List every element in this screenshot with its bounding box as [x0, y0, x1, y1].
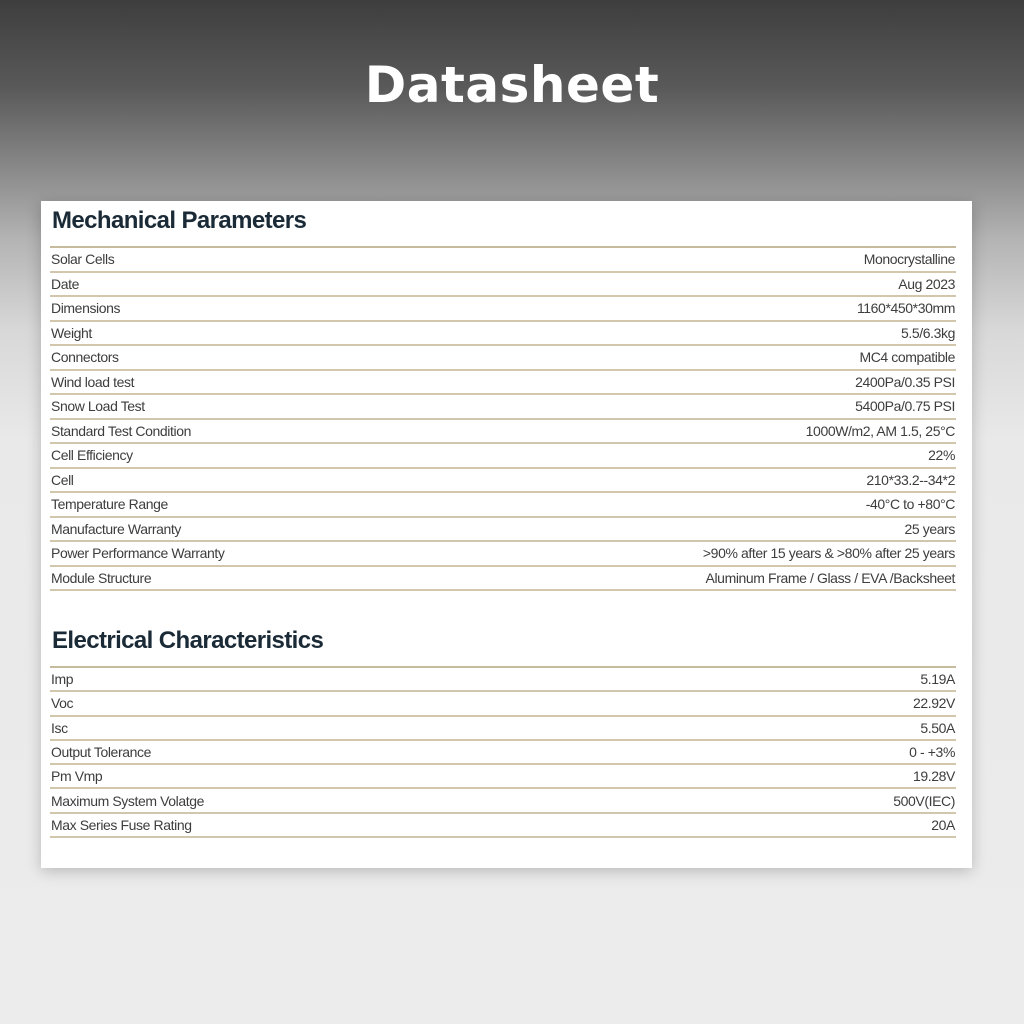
row-label: Weight — [51, 324, 92, 341]
row-value: Aluminum Frame / Glass / EVA /Backsheet — [705, 569, 955, 586]
table-row — [50, 518, 956, 543]
row-value: 22.92V — [913, 695, 955, 712]
table-row — [50, 668, 956, 692]
table-row — [50, 469, 956, 494]
mechanical-parameters-table — [50, 246, 956, 591]
row-value: Aug 2023 — [898, 275, 955, 292]
row-value: >90% after 15 years & >80% after 25 years — [702, 545, 955, 562]
row-value: 0 - +3% — [909, 744, 955, 761]
row-value: 5.5/6.3kg — [901, 324, 955, 341]
row-value: 22% — [928, 447, 955, 464]
table-row — [50, 493, 956, 518]
table-row — [50, 692, 956, 716]
row-label: Imp — [51, 671, 74, 688]
row-label: Voc — [51, 695, 74, 712]
row-label: Module Structure — [51, 569, 152, 586]
row-label: Solar Cells — [51, 251, 115, 268]
row-label: Cell — [51, 471, 74, 488]
row-label: Pm Vmp — [51, 768, 103, 785]
electrical-characteristics-table — [50, 666, 956, 838]
row-label: Max Series Fuse Rating — [51, 816, 192, 833]
row-label: Maximum System Volatge — [51, 792, 205, 809]
table-row — [50, 765, 956, 789]
page-title: Datasheet — [364, 56, 660, 114]
table-row — [50, 444, 956, 469]
table-row — [50, 273, 956, 298]
row-value: MC4 compatible — [859, 349, 955, 366]
table-row — [50, 346, 956, 371]
row-label: Manufacture Warranty — [51, 520, 181, 537]
row-label: Standard Test Condition — [51, 422, 191, 439]
table-row — [50, 542, 956, 567]
row-value: 210*33.2--34*2 — [866, 471, 955, 488]
table-row — [50, 814, 956, 838]
row-label: Connectors — [51, 349, 119, 366]
row-label: Snow Load Test — [51, 398, 145, 415]
row-value: 25 years — [904, 520, 955, 537]
table-row — [50, 567, 956, 592]
row-value: 2400Pa/0.35 PSI — [855, 373, 955, 390]
table-row — [50, 741, 956, 765]
datasheet-document — [41, 201, 972, 868]
row-value: -40°C to +80°C — [865, 496, 955, 513]
table-row — [50, 395, 956, 420]
row-value: 5.19A — [920, 671, 955, 688]
row-value: 5.50A — [920, 719, 955, 736]
table-row — [50, 789, 956, 813]
row-label: Temperature Range — [51, 496, 168, 513]
row-value: 19.28V — [913, 768, 955, 785]
row-value: 20A — [931, 816, 955, 833]
row-label: Output Tolerance — [51, 744, 151, 761]
row-value: Monocrystalline — [863, 251, 955, 268]
electrical-characteristics-heading: Electrical Characteristics — [52, 627, 324, 654]
row-label: Isc — [51, 719, 68, 736]
row-value: 1000W/m2, AM 1.5, 25°C — [805, 422, 955, 439]
row-value: 500V(IEC) — [893, 792, 955, 809]
table-row — [50, 420, 956, 445]
table-row — [50, 297, 956, 322]
row-value: 5400Pa/0.75 PSI — [855, 398, 955, 415]
row-label: Wind load test — [51, 373, 135, 390]
table-row — [50, 717, 956, 741]
table-row — [50, 322, 956, 347]
row-label: Power Performance Warranty — [51, 545, 225, 562]
table-row — [50, 371, 956, 396]
row-label: Date — [51, 275, 79, 292]
row-label: Cell Efficiency — [51, 447, 133, 464]
table-row — [50, 248, 956, 273]
row-label: Dimensions — [51, 300, 121, 317]
mechanical-parameters-heading: Mechanical Parameters — [52, 207, 307, 234]
row-value: 1160*450*30mm — [856, 300, 955, 317]
